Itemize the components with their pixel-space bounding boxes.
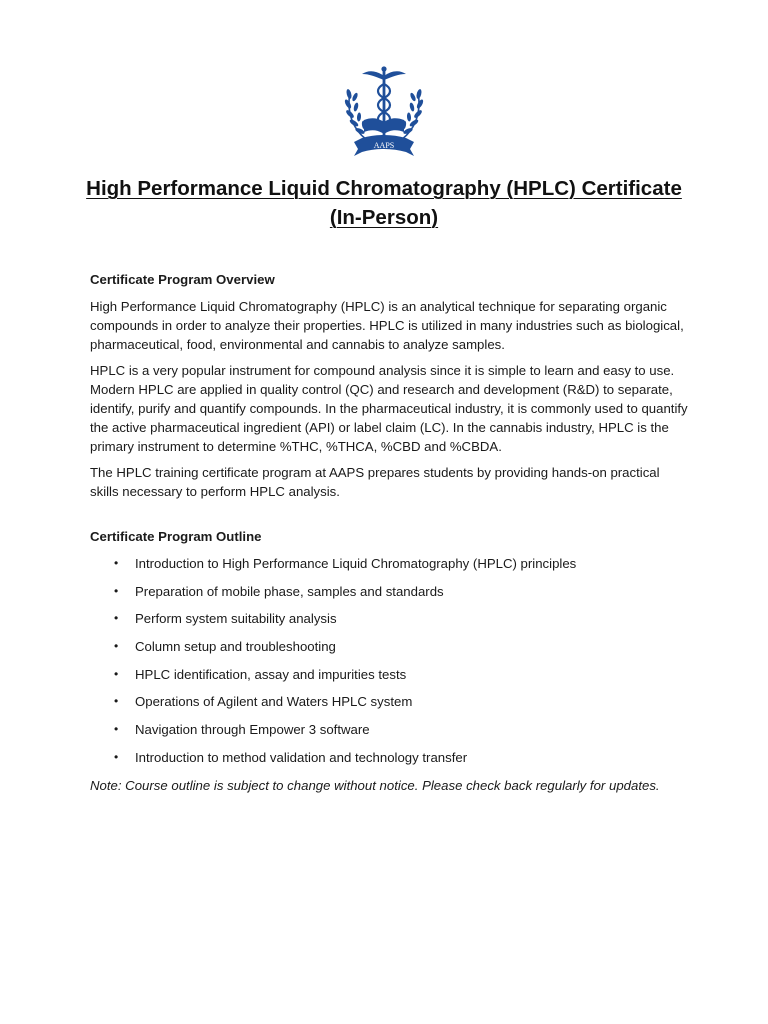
bullet-icon: • xyxy=(114,722,119,737)
list-item-text: Column setup and troubleshooting xyxy=(135,639,336,655)
list-item-text: Navigation through Empower 3 software xyxy=(135,722,370,738)
bullet-icon: • xyxy=(114,666,119,681)
title-line-1: High Performance Liquid Chromatography (HPLC) Certificate xyxy=(86,177,682,200)
list-item-text: Introduction to High Performance Liquid Chromatography (HPLC) principles xyxy=(135,556,577,572)
list-item xyxy=(90,637,690,656)
list-item-text: Operations of Agilent and Waters HPLC system xyxy=(135,694,413,710)
list-item-text: HPLC identification, assay and impurities tests xyxy=(135,666,407,682)
disclaimer-note: Note: Course outline is subject to change without notice. Please check back regularly for updates. xyxy=(90,777,660,793)
page-title xyxy=(40,174,728,232)
list-item-text: Introduction to method validation and technology transfer xyxy=(135,749,468,765)
bullet-icon: • xyxy=(114,749,119,764)
list-item xyxy=(90,609,690,628)
outline-heading: Certificate Program Outline xyxy=(90,529,262,545)
list-item xyxy=(90,582,690,601)
list-item xyxy=(90,554,690,573)
list-item xyxy=(90,748,690,767)
list-item xyxy=(90,692,690,711)
list-item-text: Perform system suitability analysis xyxy=(135,611,337,627)
aaps-logo xyxy=(340,62,428,160)
overview-paragraph: The HPLC training certificate program at AAPS prepares students by providing hands-on practical skills necessary to perform HPLC analysis. xyxy=(90,464,660,499)
document-body xyxy=(90,270,690,795)
bullet-icon: • xyxy=(114,583,119,598)
outline-list xyxy=(90,554,690,767)
list-item-text: Preparation of mobile phase, samples and standards xyxy=(135,583,444,599)
overview-paragraph: High Performance Liquid Chromatography (HPLC) is an analytical technique for separating organic compounds in order to analyze their properties. HPLC is utilized in many industries such as biological, pharmaceutical, food, environmental and cannabis to analyze samples. xyxy=(90,299,684,353)
overview-paragraph: HPLC is a very popular instrument for compound analysis since it is simple to learn and easy to use. Modern HPLC are applied in quality control (QC) and research and development (R&D) to separate, identify, purify and quantify compounds. In the pharmaceutical industry, it is commonly used to quantify the active pharmaceutical ingredient (API) or label claim (LC). In the cannabis industry, HPLC is the primary instrument to determine %THC, %THCA, %CBD and %CBDA. xyxy=(90,362,688,455)
title-line-2: (In-Person) xyxy=(329,206,439,229)
bullet-icon: • xyxy=(114,639,119,654)
logo-text: AAPS xyxy=(373,141,395,150)
bullet-icon: • xyxy=(114,556,119,571)
bullet-icon: • xyxy=(114,694,119,709)
bullet-icon: • xyxy=(114,611,119,626)
list-item xyxy=(90,720,690,739)
overview-heading: Certificate Program Overview xyxy=(90,272,275,287)
caduceus-laurel-icon xyxy=(340,62,428,160)
list-item xyxy=(90,665,690,684)
section-spacer xyxy=(90,507,690,527)
